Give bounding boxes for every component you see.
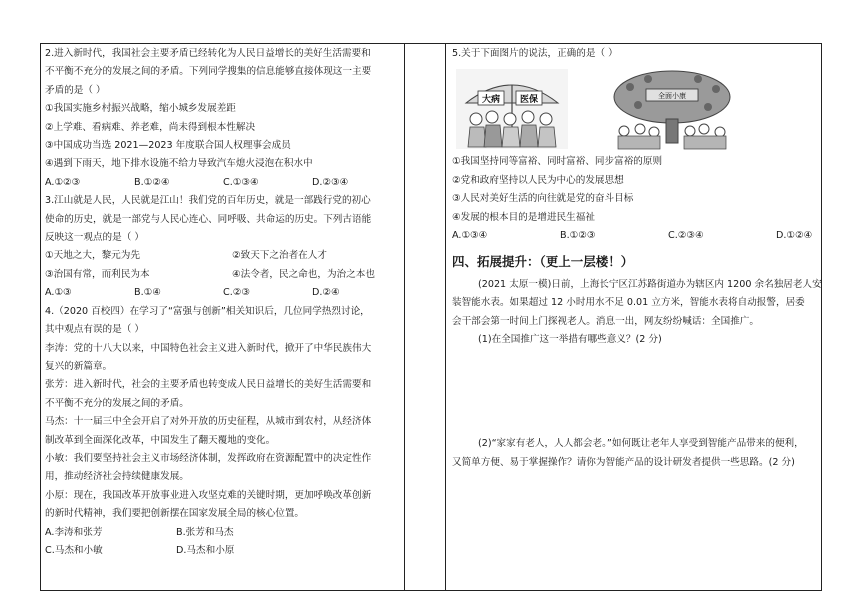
- subquestion-2-line: (2)“家家有老人，人人都会老。”如何既让老年人享受到智能产品带来的便利，: [478, 438, 804, 450]
- q4-viewpoint-line: 不平衡不充分的发展之间的矛盾。: [45, 397, 189, 409]
- q5-stem: 5.关于下面图片的说法，正确的是（ ）: [452, 48, 618, 59]
- q2-option-a: A.①②③: [45, 176, 81, 188]
- q4-option-b: B.张芳和马杰: [176, 526, 234, 538]
- q5-option-b: B.①②③: [560, 230, 596, 242]
- q5-images: [456, 69, 817, 149]
- q4-viewpoint-line: 用，推动经济社会持续健康发展。: [45, 471, 189, 483]
- right-column-border: [445, 43, 446, 590]
- frame-top-border: [40, 43, 822, 44]
- q3-item: ①天地之大，黎元为先: [45, 250, 140, 262]
- q3-item-row: [45, 247, 401, 265]
- q4-viewpoint-line: 的新时代精神，我们要把创新摆在国家发展全局的核心位置。: [45, 508, 305, 520]
- q5-item: ④发展的根本目的是增进民生福祉: [452, 211, 595, 223]
- q3-item: ④法令者，民之命也，为治之本也: [232, 268, 375, 280]
- q3-option-b: B.①④: [134, 287, 161, 299]
- q4-viewpoint-line: 复兴的新篇章。: [45, 360, 113, 372]
- q4-viewpoint-line: 张芳：进入新时代，社会的主要矛盾也转变成人民日益增长的美好生活需要和: [45, 379, 372, 391]
- q3-option-d: D.②④: [312, 287, 340, 299]
- q5-option-d: D.①②④: [776, 230, 813, 242]
- q3-stem-line: 3.江山就是人民，人民就是江山！我们党的百年历史，就是一部践行党的初心: [45, 195, 371, 207]
- material-line: 装智能水表。如果超过 12 小时用水不足 0.01 立方米，智能水表将自动报警，居委: [452, 297, 805, 309]
- q4-option-row: [45, 524, 401, 542]
- q5-item: ③人民对美好生活的向往就是党的奋斗目标: [452, 193, 634, 205]
- q2-stem-line: 矛盾的是（ ）: [45, 84, 106, 96]
- q3-option-a: A.①③: [45, 287, 72, 299]
- material-line: (2021 太原一模)日前，上海长宁区江苏路街道办为辖区内 1200 余名独居老人安: [478, 278, 822, 290]
- cartoon-label-prosperity: 全面小康: [658, 92, 686, 101]
- moderate-prosperity-tree-cartoon: [608, 69, 736, 151]
- q2-option-d: D.②③④: [312, 176, 349, 188]
- q4-viewpoint-line: 马杰：十一届三中全会开启了对外开放的历史征程，从城市到农村，从经济体: [45, 416, 372, 428]
- question-4: [45, 303, 401, 561]
- q4-option-a: A.李涛和张芳: [45, 526, 103, 538]
- q3-option-c: C.②③: [223, 287, 250, 299]
- middle-border: [404, 43, 405, 590]
- section-4: [452, 253, 822, 472]
- q3-item: ②致天下之治者在人才: [232, 250, 327, 262]
- section-4-title: 四、拓展提升：（更上一层楼！）: [452, 254, 634, 270]
- right-column: [452, 45, 822, 472]
- q4-viewpoint-line: 小敏：我们要坚持社会主义市场经济体制，发挥政府在资源配置中的决定性作: [45, 452, 372, 464]
- q4-viewpoint-line: 制改革到全面深化改革，中国发生了翻天覆地的变化。: [45, 434, 276, 446]
- q4-stem-line: 4.（2020 百校四）在学习了“富强与创新”相关知识后，几位同学热烈讨论，: [45, 305, 370, 317]
- subquestion-1: (1)在全国推广这一举措有哪些意义？(2 分): [478, 334, 662, 346]
- q4-option-d: D.马杰和小原: [176, 544, 235, 556]
- q5-item: ②党和政府坚持以人民为中心的发展思想: [452, 174, 624, 186]
- frame-bottom-border: [40, 590, 822, 591]
- q3-item-row: [45, 266, 401, 284]
- q2-option-b: B.①②④: [134, 176, 170, 188]
- q2-item: ④遇到下雨天，地下排水设施不给力导致汽车熄火浸泡在积水中: [45, 158, 313, 170]
- left-border: [40, 43, 41, 590]
- q2-stem-line: 2.进入新时代，我国社会主要矛盾已经转化为人民日益增长的美好生活需要和: [45, 48, 371, 59]
- left-column: [45, 45, 401, 560]
- q4-viewpoint-line: 李涛：党的十八大以来，中国特色社会主义进入新时代，掀开了中华民族伟大: [45, 342, 372, 354]
- q3-stem-line: 反映这一观点的是（ ）: [45, 232, 144, 244]
- q4-option-c: C.马杰和小敏: [45, 544, 103, 556]
- q3-options: [45, 284, 401, 302]
- q2-item: ①我国实施乡村振兴战略，缩小城乡发展差距: [45, 103, 236, 115]
- q4-viewpoint-line: 小原：现在，我国改革开放事业进入攻坚克难的关键时期，更加呼唤改革创新: [45, 489, 372, 501]
- question-5: [452, 45, 817, 245]
- q2-item: ③中国成功当选 2021—2023 年度联合国人权理事会成员: [45, 140, 291, 152]
- subquestion-2-line: 又简单方便、易于掌握操作？请你为智能产品的设计研发者提供一些思路。(2 分): [452, 456, 795, 468]
- q2-options: [45, 174, 401, 192]
- medical-insurance-cartoon: [456, 69, 568, 149]
- question-3: [45, 192, 401, 302]
- question-2: [45, 45, 401, 192]
- answer-space-1: [452, 349, 817, 435]
- q5-option-c: C.②③④: [668, 230, 704, 242]
- q5-option-a: A.①③④: [452, 230, 488, 242]
- cartoon-label-insurance: 医保: [519, 95, 539, 106]
- q2-stem-line: 不平衡不充分的发展之间的矛盾。下列同学搜集的信息能够直接体现这一主要: [45, 66, 372, 78]
- q5-options: [452, 227, 817, 245]
- q4-option-row: [45, 542, 401, 560]
- q5-item: ①我国坚持同等富裕、同时富裕、同步富裕的原则: [452, 156, 663, 168]
- q4-stem-line: 其中观点有误的是（ ）: [45, 324, 144, 336]
- cartoon-label-illness: 大病: [481, 95, 501, 106]
- material-line: 会干部会第一时间上门探视老人。消息一出，网友纷纷喊话：全国推广。: [452, 315, 759, 327]
- q2-item: ②上学难、看病难、养老难，尚未得到根本性解决: [45, 121, 256, 133]
- q3-stem-line: 使命的历史，就是一部党与人民心连心、同呼吸、共命运的历史。下列古语能: [45, 213, 372, 225]
- q2-option-c: C.①③④: [223, 176, 259, 188]
- q3-item: ③治国有常，而利民为本: [45, 268, 150, 280]
- right-border: [821, 43, 822, 590]
